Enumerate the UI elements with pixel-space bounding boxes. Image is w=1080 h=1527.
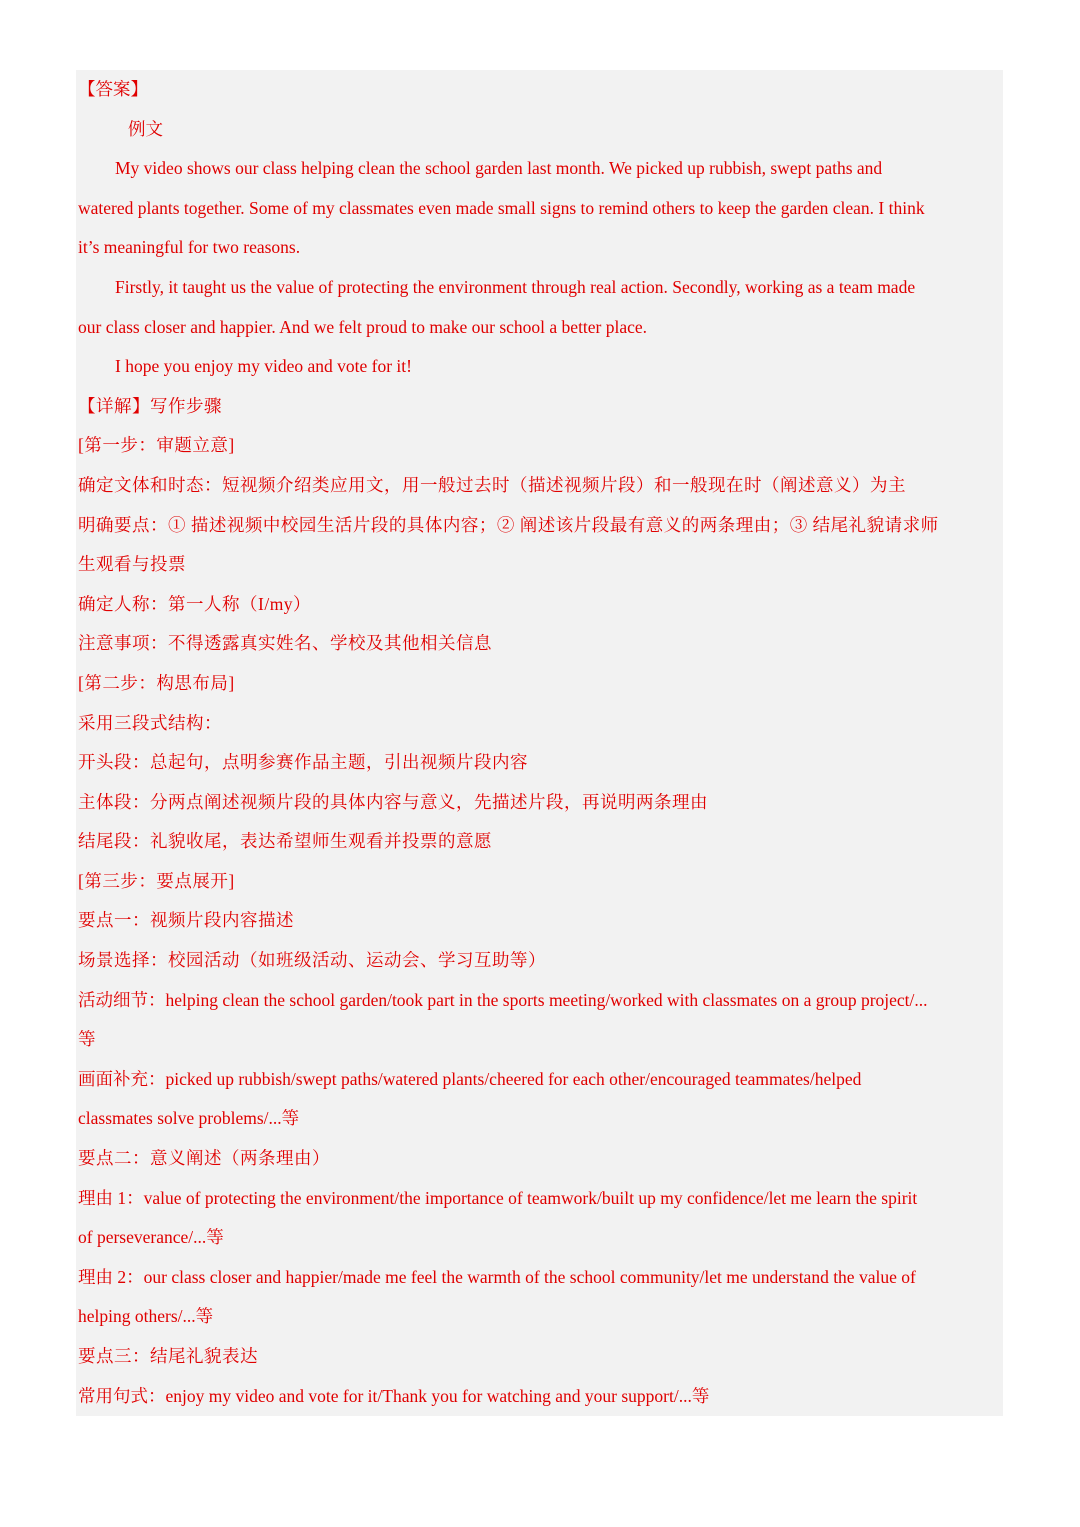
step3-line9: of perseverance/...等 (78, 1227, 224, 1248)
step1-line2: 明确要点：① 描述视频中校园生活片段的具体内容；② 阐述该片段最有意义的两条理由；③ 结尾礼貌请求师 (78, 514, 939, 535)
essay-p1-line3: it’s meaningful for two reasons. (78, 237, 301, 258)
step2-title: [第二步：构思布局] (78, 672, 235, 693)
step3-line13: 常用句式：enjoy my video and vote for it/Thank you for watching and your support/...等 (78, 1385, 710, 1406)
step1-line5: 注意事项：不得透露真实姓名、学校及其他相关信息 (78, 633, 492, 654)
essay-p2-line1: Firstly, it taught us the value of protecting the environment through real action. Secondly, working as a team made (115, 276, 916, 297)
step2-line4: 结尾段：礼貌收尾，表达希望师生观看并投票的意愿 (78, 831, 492, 852)
step3-line10: 理由 2：our class closer and happier/made me feel the warmth of the school community/let me understand the value of (78, 1266, 916, 1287)
step3-line2: 场景选择：校园活动（如班级活动、运动会、学习互助等） (78, 950, 546, 971)
step3-line6: classmates solve problems/...等 (78, 1108, 300, 1129)
step2-line1: 采用三段式结构： (78, 712, 222, 733)
step3-line7: 要点二：意义阐述（两条理由） (78, 1148, 330, 1169)
step1-line3: 生观看与投票 (78, 554, 186, 575)
step3-line4: 等 (78, 1029, 96, 1050)
answer-content (78, 70, 1003, 1416)
step3-line1: 要点一：视频片段内容描述 (78, 910, 294, 931)
step1-line1: 确定文体和时态：短视频介绍类应用文，用一般过去时（描述视频片段）和一般现在时（阐述意义）为主 (78, 474, 906, 495)
sample-label: 例文 (128, 118, 163, 139)
step3-line12: 要点三：结尾礼貌表达 (78, 1346, 258, 1366)
step3-line5: 画面补充：picked up rubbish/swept paths/watered plants/cheered for each other/encouraged teammates/helped (78, 1068, 862, 1089)
step1-line4: 确定人称：第一人称（I/my） (78, 593, 312, 614)
step2-line2: 开头段：总起句，点明参赛作品主题，引出视频片段内容 (78, 752, 528, 773)
essay-p3-line1: I hope you enjoy my video and vote for it! (115, 356, 412, 377)
step2-line3: 主体段：分两点阐述视频片段的具体内容与意义，先描述片段，再说明两条理由 (78, 791, 708, 812)
step3-line3: 活动细节：helping clean the school garden/took part in the sports meeting/worked with classmates on a group project/... (78, 989, 928, 1010)
step3-line8: 理由 1：value of protecting the environment/the importance of teamwork/built up my confidence/let me learn the spirit (78, 1187, 918, 1208)
essay-p1-line2: watered plants together. Some of my classmates even made small signs to remind others to keep the garden clean. I think (78, 197, 925, 218)
essay-p1-line1: My video shows our class helping clean the school garden last month. We picked up rubbish, swept paths and (115, 158, 883, 179)
explanation-header: 【详解】写作步骤 (78, 395, 222, 416)
step3-title: [第三步：要点展开] (78, 870, 235, 891)
essay-p2-line2: our class closer and happier. And we felt proud to make our school a better place. (78, 316, 648, 337)
step3-line11: helping others/...等 (78, 1306, 214, 1327)
answer-label: 【答案】 (78, 79, 148, 99)
step1-title: [第一步：审题立意] (78, 435, 235, 456)
